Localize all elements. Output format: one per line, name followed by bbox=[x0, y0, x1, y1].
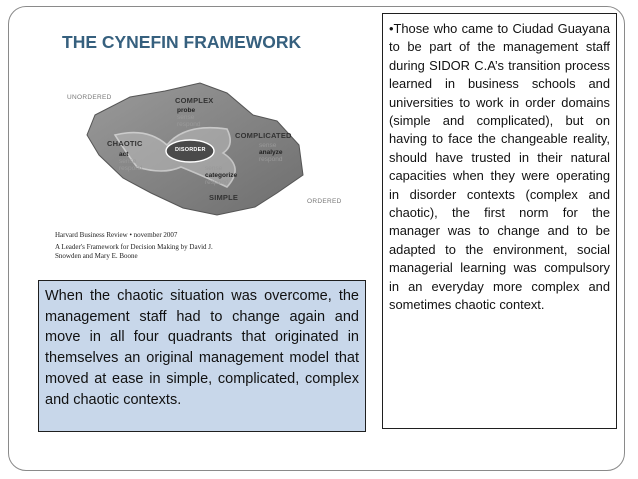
complex-actions: probe sense respond bbox=[177, 107, 201, 128]
simple-actions: sense categorize respond bbox=[205, 165, 238, 186]
explanation-text-box: •Those who came to Ciudad Guayana to be part of the management staff during SIDOR C.A’s transition process learned in business schools and universities to work in order domains (simple and complicated), but on having to face the changeable reality, should have trusted in their natural capacities when they were operating in disorder contexts (complex and chaotic), the first norm for the manager was to change and to be adapted to the environment, social managerial learning was compulsory in an everyday more complex and sometimes chaotic context. bbox=[382, 13, 617, 429]
figure-source-caption: Harvard Business Review • november 2007 bbox=[55, 231, 178, 239]
cynefin-diagram bbox=[55, 75, 355, 290]
conclusion-text-box: When the chaotic situation was overcome, the management staff had to change again and move in all four quadrants that originated in themselves an original management model that moved at ease in simple, complicated, complex and chaotic contexts. bbox=[38, 280, 366, 432]
figure-article-caption: A Leader's Framework for Decision Making by David J. Snowden and Mary E. Boone bbox=[55, 243, 213, 260]
ordered-label: ORDERED bbox=[307, 198, 342, 205]
complicated-label: COMPLICATED bbox=[235, 131, 292, 140]
disorder-label: DISORDER bbox=[175, 147, 206, 153]
complicated-actions: sense analyze respond bbox=[259, 142, 283, 163]
unordered-label: UNORDERED bbox=[67, 94, 112, 101]
simple-label: SIMPLE bbox=[209, 193, 239, 202]
chaotic-label: CHAOTIC bbox=[107, 139, 143, 148]
slide-title: THE CYNEFIN FRAMEWORK bbox=[62, 32, 302, 52]
chaotic-actions: act sense respond bbox=[119, 151, 143, 172]
complex-label: COMPLEX bbox=[175, 96, 214, 105]
